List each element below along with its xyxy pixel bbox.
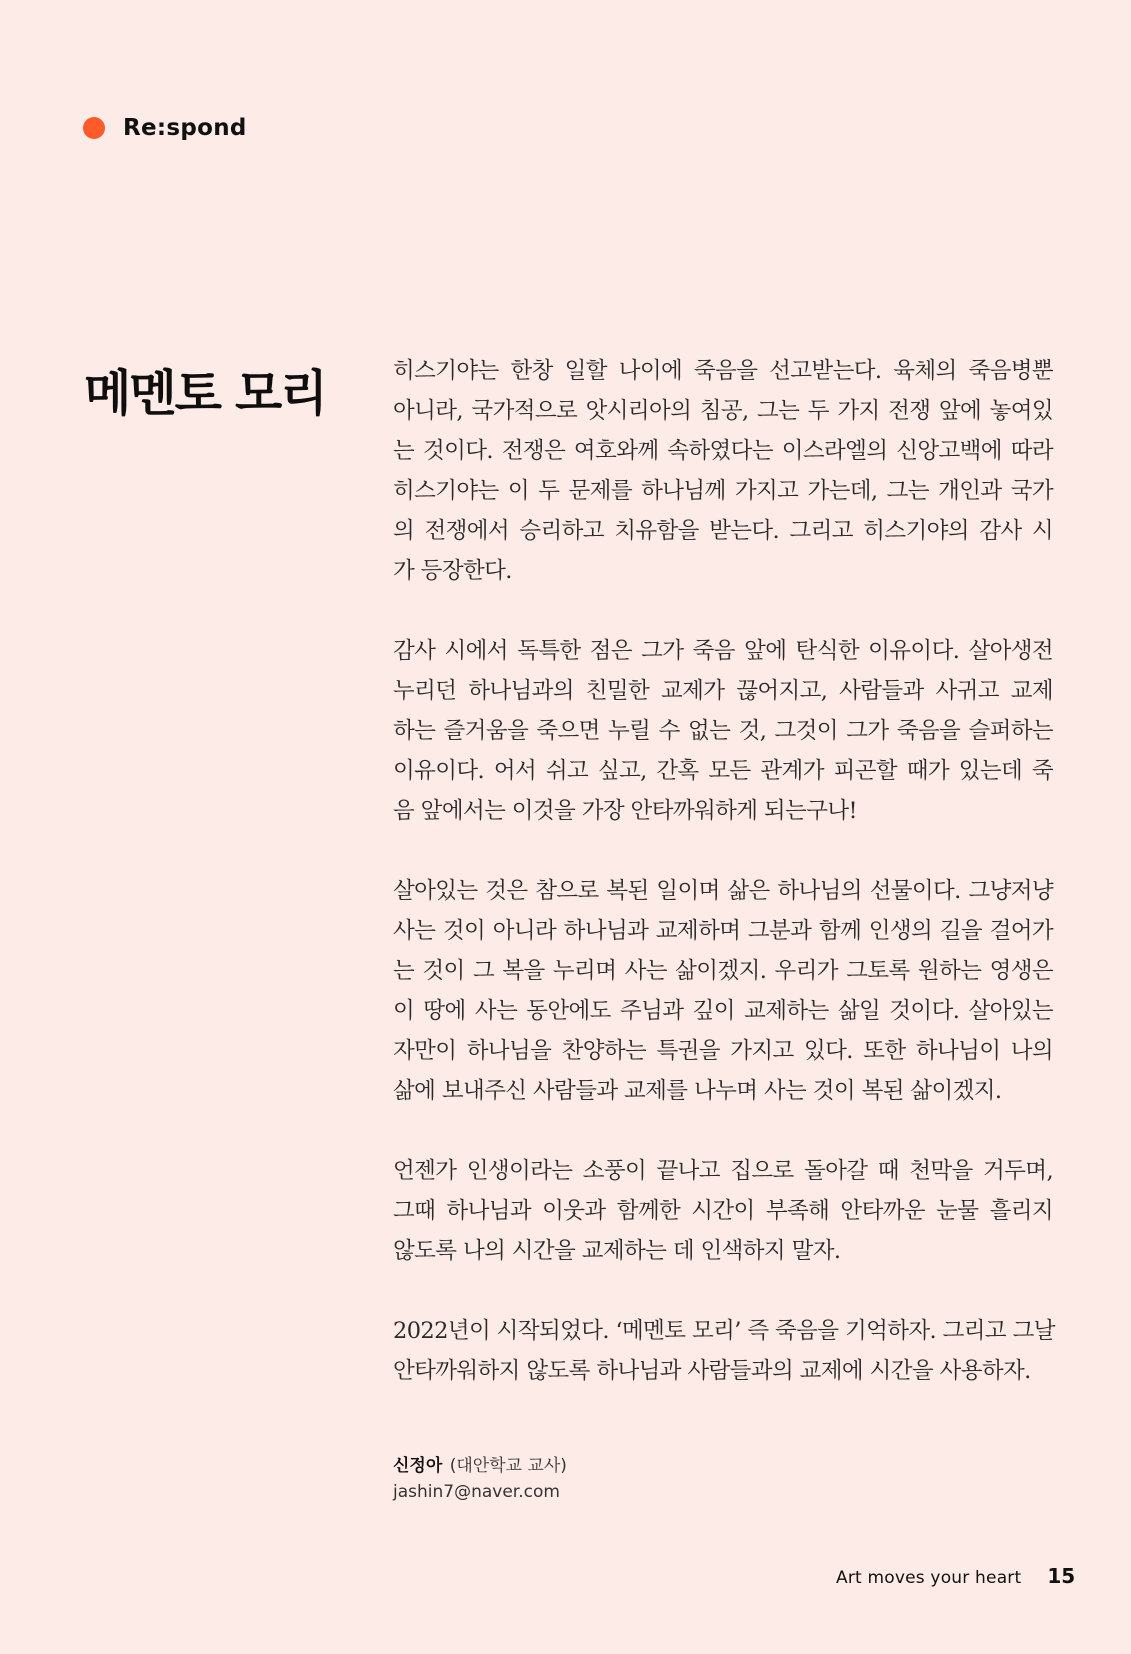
paragraph-line: 안타까워하지 않도록 하나님과 사람들과의 교제에 시간을 사용하자. — [393, 1358, 1031, 1384]
paragraph-line: 2022년이 시작되었다. ‘메멘토 모리’ 즉 죽음을 기억하자. 그리고 그날 — [393, 1318, 1055, 1344]
paragraph-line: 않도록 나의 시간을 교제하는 데 인색하지 말자. — [393, 1238, 841, 1264]
author-line — [393, 1453, 567, 1479]
paragraph-line: 는 것이다. 전쟁은 여호와께 속하였다는 이스라엘의 신앙고백에 따라 — [393, 438, 1053, 464]
article-paragraph — [393, 631, 1053, 831]
paragraph-line: 이유이다. 어서 쉬고 싶고, 간혹 모든 관계가 피곤할 때가 있는데 죽 — [393, 758, 1053, 784]
paragraph-line: 아니라, 국가적으로 앗시리아의 침공, 그는 두 가지 전쟁 앞에 놓여있 — [393, 398, 1053, 424]
section-label: Re:spond — [123, 115, 247, 141]
paragraph-line: 히스기야는 한창 일할 나이에 죽음을 선고받는다. 육체의 죽음병뿐 — [393, 358, 1053, 384]
paragraph-line: 사는 것이 아니라 하나님과 교제하며 그분과 함께 인생의 길을 걸어가 — [393, 918, 1053, 944]
paragraph-line: 살아있는 것은 참으로 복된 일이며 삶은 하나님의 선물이다. 그냥저냥 — [393, 878, 1053, 904]
page-number: 15 — [1047, 1564, 1076, 1588]
author-block — [393, 1453, 567, 1505]
footer-tagline: Art moves your heart — [836, 1568, 1022, 1588]
paragraph-line: 히스기야는 이 두 문제를 하나님께 가지고 가는데, 그는 개인과 국가 — [393, 478, 1053, 504]
author-role: (대안학교 교사) — [449, 1456, 567, 1476]
article-title: 메멘토 모리 — [84, 364, 326, 422]
paragraph-line: 이 땅에 사는 동안에도 주님과 깊이 교제하는 삶일 것이다. 살아있는 — [393, 998, 1053, 1024]
paragraph-line: 자만이 하나님을 찬양하는 특권을 가지고 있다. 또한 하나님이 나의 — [393, 1038, 1053, 1064]
paragraph-line: 누리던 하나님과의 친밀한 교제가 끊어지고, 사람들과 사귀고 교제 — [393, 678, 1053, 704]
accent-dot-icon — [83, 117, 105, 139]
paragraph-line: 의 전쟁에서 승리하고 치유함을 받는다. 그리고 히스기야의 감사 시 — [393, 518, 1053, 544]
article-body — [393, 351, 1053, 1431]
article-paragraph — [393, 1151, 1053, 1271]
paragraph-line: 가 등장한다. — [393, 558, 512, 584]
article-paragraph — [393, 351, 1053, 591]
article-paragraph — [393, 1311, 1053, 1391]
paragraph-line: 감사 시에서 독특한 점은 그가 죽음 앞에 탄식한 이유이다. 살아생전 — [393, 638, 1053, 664]
section-header — [83, 115, 247, 141]
author-email: jashin7@naver.com — [393, 1482, 560, 1502]
paragraph-line: 언젠가 인생이라는 소풍이 끝나고 집으로 돌아갈 때 천막을 거두며, — [393, 1158, 1053, 1184]
paragraph-line: 음 앞에서는 이것을 가장 안타까워하게 되는구나! — [393, 798, 857, 824]
paragraph-line: 그때 하나님과 이웃과 함께한 시간이 부족해 안타까운 눈물 흘리지 — [393, 1198, 1053, 1224]
paragraph-line: 는 것이 그 복을 누리며 사는 삶이겠지. 우리가 그토록 원하는 영생은 — [393, 958, 1053, 984]
paragraph-line: 삶에 보내주신 사람들과 교제를 나누며 사는 것이 복된 삶이겠지. — [393, 1078, 1002, 1104]
paragraph-line: 하는 즐거움을 죽으면 누릴 수 없는 것, 그것이 그가 죽음을 슬퍼하는 — [393, 718, 1053, 744]
page-footer — [836, 1564, 1075, 1588]
article-paragraph — [393, 871, 1053, 1111]
author-name: 신정아 — [393, 1456, 443, 1476]
